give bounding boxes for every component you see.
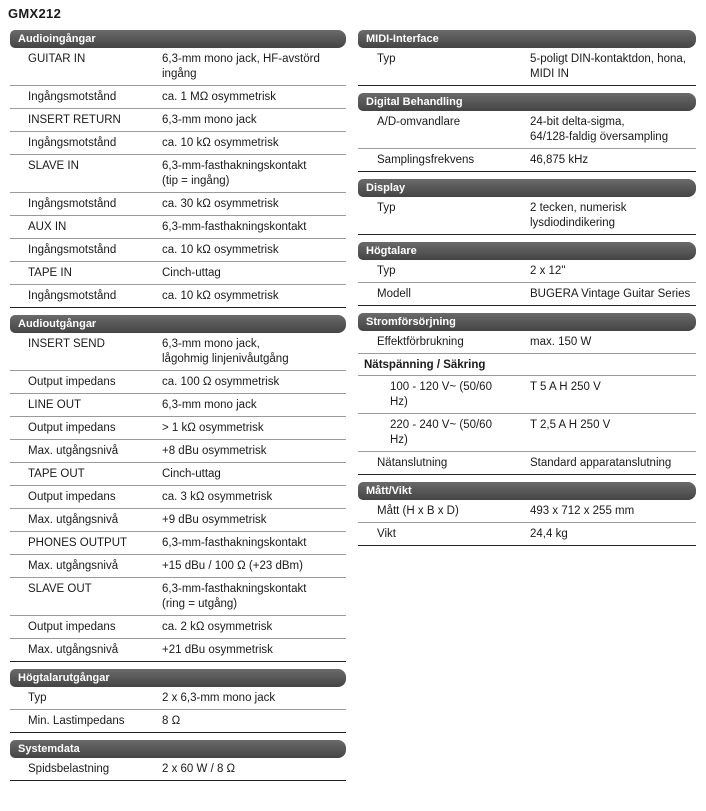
spec-label: Effektförbrukning <box>377 336 464 348</box>
spec-label: AUX IN <box>28 221 67 233</box>
spec-row <box>10 262 346 285</box>
section-header: Audioingångar <box>10 30 346 48</box>
section-header: Mått/Vikt <box>358 482 696 500</box>
spec-value: 5-poligt DIN-kontaktdon, hona, MIDI IN <box>530 53 686 80</box>
spec-row <box>10 710 346 732</box>
spec-row <box>10 509 346 532</box>
spec-value: 2 x 12" <box>530 265 566 277</box>
section-display <box>358 179 696 235</box>
spec-value: 2 x 6,3-mm mono jack <box>162 692 276 704</box>
spec-value: 46,875 kHz <box>530 154 589 166</box>
spec-label: PHONES OUTPUT <box>28 537 128 549</box>
section-hogtalarutgangar <box>10 669 346 733</box>
spec-row <box>10 132 346 155</box>
spec-row <box>10 639 346 661</box>
spec-value: ca. 30 kΩ osymmetrisk <box>162 198 279 210</box>
spec-value: 6,3-mm-fasthakningskontakt <box>162 221 307 233</box>
spec-label: INSERT RETURN <box>28 114 121 126</box>
spec-label: TAPE IN <box>28 267 72 279</box>
spec-value: > 1 kΩ osymmetrisk <box>162 422 264 434</box>
spec-row <box>358 331 696 354</box>
spec-label: Typ <box>377 53 396 65</box>
section-audioingangar <box>10 30 346 308</box>
spec-value: ca. 3 kΩ osymmetrisk <box>162 491 273 503</box>
subheading: Nätspänning / Säkring <box>358 354 696 376</box>
spec-row <box>10 758 346 780</box>
section-systemdata <box>10 740 346 781</box>
spec-row <box>10 193 346 216</box>
spec-row <box>358 376 696 414</box>
section-digital-behandling <box>358 93 696 172</box>
spec-row <box>10 578 346 616</box>
spec-value: ca. 1 MΩ osymmetrisk <box>162 91 277 103</box>
left-column <box>10 30 346 788</box>
right-column <box>358 30 696 553</box>
spec-value: ca. 10 kΩ osymmetrisk <box>162 137 279 149</box>
spec-row <box>10 394 346 417</box>
spec-row <box>358 197 696 234</box>
spec-value: ca. 100 Ω osymmetrisk <box>162 376 280 388</box>
spec-label: Samplingsfrekvens <box>377 154 475 166</box>
spec-value: 2 tecken, numerisk lysdiodindikering <box>530 202 627 229</box>
spec-label: Vikt <box>377 528 396 540</box>
section-header: Digital Behandling <box>358 93 696 111</box>
spec-row <box>358 452 696 474</box>
section-header: Högtalarutgångar <box>10 669 346 687</box>
spec-value: +15 dBu / 100 Ω (+23 dBm) <box>162 560 303 572</box>
spec-value: max. 150 W <box>530 336 592 348</box>
spec-label: A/D-omvandlare <box>377 116 461 128</box>
spec-label: Max. utgångsnivå <box>28 514 119 526</box>
section-hogtalare <box>358 242 696 306</box>
spec-label: Spidsbelastning <box>28 763 110 775</box>
section-matt-vikt <box>358 482 696 546</box>
spec-row <box>358 414 696 452</box>
spec-row <box>10 463 346 486</box>
spec-label: Ingångsmotstånd <box>28 91 117 103</box>
spec-label: TAPE OUT <box>28 468 85 480</box>
spec-value: Standard apparatanslutning <box>530 457 672 469</box>
spec-row <box>358 523 696 545</box>
spec-row <box>10 486 346 509</box>
spec-value: +8 dBu osymmetrisk <box>162 445 267 457</box>
spec-row <box>10 371 346 394</box>
section-stromforsorjning <box>358 313 696 475</box>
spec-row <box>358 48 696 85</box>
spec-value: 24,4 kg <box>530 528 568 540</box>
section-header: Systemdata <box>10 740 346 758</box>
spec-value: 6,3-mm mono jack <box>162 114 257 126</box>
spec-label: INSERT SEND <box>28 338 105 350</box>
spec-label: Output impedans <box>28 491 116 503</box>
spec-label: LINE OUT <box>28 399 82 411</box>
spec-label: Typ <box>377 202 396 214</box>
spec-value: Cinch-uttag <box>162 267 221 279</box>
spec-value: Cinch-uttag <box>162 468 221 480</box>
spec-label: Ingångsmotstånd <box>28 198 117 210</box>
spec-row <box>358 149 696 171</box>
spec-row <box>10 440 346 463</box>
spec-label: Ingångsmotstånd <box>28 244 117 256</box>
spec-value: 6,3-mm mono jack, HF-avstörd ingång <box>162 53 320 80</box>
section-header: Display <box>358 179 696 197</box>
spec-label: Min. Lastimpedans <box>28 715 125 727</box>
spec-value: 493 x 712 x 255 mm <box>530 505 635 517</box>
section-header: Högtalare <box>358 242 696 260</box>
section-audioutgangar <box>10 315 346 662</box>
spec-row <box>358 283 696 305</box>
spec-label: SLAVE IN <box>28 160 79 172</box>
spec-label: SLAVE OUT <box>28 583 92 595</box>
spec-label: 100 - 120 V~ (50/60 Hz) <box>390 381 492 408</box>
spec-label: Typ <box>28 692 47 704</box>
spec-label: Output impedans <box>28 621 116 633</box>
spec-value: T 5 A H 250 V <box>530 381 601 393</box>
spec-label: Output impedans <box>28 376 116 388</box>
spec-row <box>10 48 346 86</box>
spec-label: Mått (H x B x D) <box>377 505 459 517</box>
spec-label: Max. utgångsnivå <box>28 644 119 656</box>
spec-row <box>10 239 346 262</box>
spec-row <box>358 260 696 283</box>
spec-value: 6,3-mm-fasthakningskontakt <box>162 537 307 549</box>
spec-value: 6,3-mm-fasthakningskontakt (ring = utgång) <box>162 583 307 610</box>
spec-row <box>10 155 346 193</box>
spec-row <box>10 333 346 371</box>
spec-label: Typ <box>377 265 396 277</box>
spec-row <box>10 216 346 239</box>
spec-row <box>10 285 346 307</box>
spec-label: Ingångsmotstånd <box>28 137 117 149</box>
spec-label: Max. utgångsnivå <box>28 560 119 572</box>
spec-value: 6,3-mm-fasthakningskontakt (tip = ingång) <box>162 160 307 187</box>
spec-row <box>358 111 696 149</box>
section-midi-interface <box>358 30 696 86</box>
spec-label: Nätanslutning <box>377 457 448 469</box>
spec-value: ca. 2 kΩ osymmetrisk <box>162 621 273 633</box>
spec-row <box>10 109 346 132</box>
spec-value: 6,3-mm mono jack, lågohmig linjenivåutgång <box>162 338 289 365</box>
spec-value: 8 Ω <box>162 715 181 727</box>
spec-label: Modell <box>377 288 411 300</box>
spec-label: Output impedans <box>28 422 116 434</box>
spec-label: Ingångsmotstånd <box>28 290 117 302</box>
spec-value: +9 dBu osymmetrisk <box>162 514 267 526</box>
spec-row <box>10 687 346 710</box>
spec-value: 2 x 60 W / 8 Ω <box>162 763 236 775</box>
section-header: Audioutgångar <box>10 315 346 333</box>
spec-label: Max. utgångsnivå <box>28 445 119 457</box>
spec-value: ca. 10 kΩ osymmetrisk <box>162 290 279 302</box>
spec-value: 24-bit delta-sigma, 64/128-faldig översampling <box>530 116 669 143</box>
section-header: MIDI-Interface <box>358 30 696 48</box>
spec-row <box>10 616 346 639</box>
spec-row <box>10 86 346 109</box>
spec-value: 6,3-mm mono jack <box>162 399 257 411</box>
spec-label: GUITAR IN <box>28 53 86 65</box>
spec-value: BUGERA Vintage Guitar Series <box>530 288 691 300</box>
spec-value: ca. 10 kΩ osymmetrisk <box>162 244 279 256</box>
section-header: Stromförsörjning <box>358 313 696 331</box>
spec-row <box>10 555 346 578</box>
spec-label: 220 - 240 V~ (50/60 Hz) <box>390 419 492 446</box>
spec-row <box>10 532 346 555</box>
model-title: GMX212 <box>8 6 62 21</box>
spec-row <box>10 417 346 440</box>
spec-value: T 2,5 A H 250 V <box>530 419 611 431</box>
spec-row <box>358 500 696 523</box>
spec-value: +21 dBu osymmetrisk <box>162 644 273 656</box>
